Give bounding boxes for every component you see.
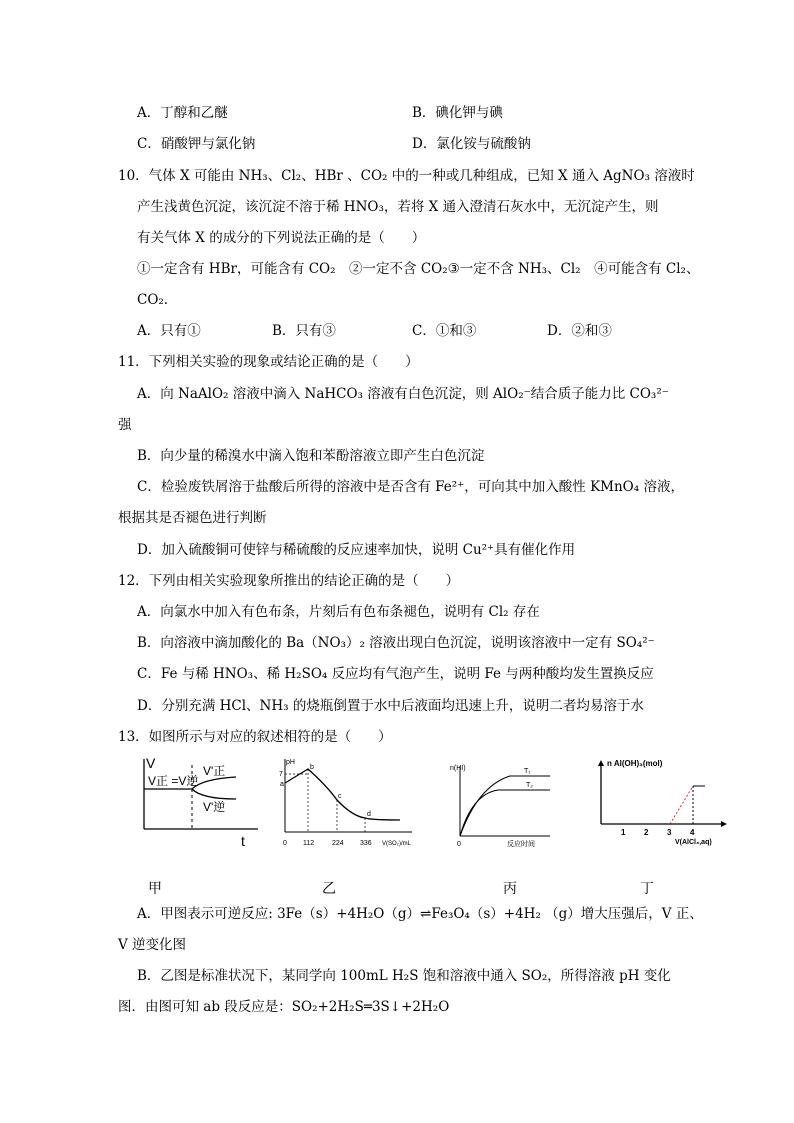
fig-yi-point-b: b <box>310 764 314 771</box>
fig-jia-reverse-curve <box>192 789 236 799</box>
fig-ding-tick-1: 1 <box>621 828 626 837</box>
q13-option-a-cont: V 逆变化图 <box>118 937 187 953</box>
q10-stem-line1: 10．气体 X 可能由 NH₃、Cl₂、HBr 、CO₂ 中的一种或几种组成，已知 X 通入 AgNO₃ 溶液时 <box>118 168 695 184</box>
fig-yi-point-a: a <box>280 781 284 788</box>
q11-stem: 11．下列相关实验的现象或结论正确的是（ ） <box>118 354 419 370</box>
q10-option-c: C．①和③ <box>412 323 477 339</box>
q11-option-a-cont: 强 <box>118 417 132 433</box>
fig-jia-vprime-fwd-label: V'正 <box>203 764 226 778</box>
fig-ding-y-arrow <box>598 760 604 766</box>
fig-yi-tick-7: 7 <box>279 771 283 778</box>
fig-ding-y-label: n Al(OH)₃(mol) <box>607 759 663 768</box>
fig-jia-forward-curve <box>192 777 236 789</box>
fig-bing-origin: 0 <box>457 841 461 848</box>
fig-label-jia: 甲 <box>148 881 162 897</box>
q12-option-a: A．向氯水中加入有色布条，片刻后有色布条褪色，说明有 Cl₂ 存在 <box>137 604 540 620</box>
q11-option-c-cont: 根据其是否褪色进行判断 <box>118 510 267 526</box>
fig-jia-eq-label: V正 =V逆 <box>148 774 199 788</box>
fig-ding-rising-line <box>670 786 693 824</box>
fig-bing-curve-t2 <box>460 790 550 836</box>
fig-yi-tick-112: 112 <box>303 840 315 847</box>
fig-ding-tick-3: 3 <box>667 828 672 837</box>
figure-ding <box>593 756 733 851</box>
q13-stem: 13．如图所示与对应的叙述相符的是（ ） <box>118 729 392 745</box>
fig-bing-t2-label: T₂ <box>526 782 533 789</box>
q12-option-b: B．向溶液中滴加酸化的 Ba（NO₃）₂ 溶液出现白色沉淀，说明该溶液中一定有 SO₄²⁻ <box>137 635 655 651</box>
q12-option-d: D．分别充满 HCl、NH₃ 的烧瓶倒置于水中后液面均迅速上升，说明二者均易溶于水 <box>137 698 644 714</box>
fig-yi-tick-336: 336 <box>360 840 372 847</box>
fig-yi-ph-curve <box>285 769 400 820</box>
fig-ding-x-label: V(AlCl₃,aq) <box>675 839 712 846</box>
q9-option-a: A．丁醇和乙醚 <box>137 105 228 121</box>
fig-yi-tick-224: 224 <box>332 840 344 847</box>
fig-yi-x-label: V(SO₂)/mL <box>382 841 411 847</box>
q10-stem-line2: 产生浅黄色沉淀，该沉淀不溶于稀 HNO₃，若将 X 通入澄清石灰水中，无沉淀产生，则 <box>137 199 659 215</box>
q10-statements-cont: CO₂. <box>137 292 169 308</box>
q9-option-c: C．硝酸钾与氯化钠 <box>137 136 256 152</box>
q11-option-b: B．向少量的稀溴水中滴入饱和苯酚溶液立即产生白色沉淀 <box>137 448 485 464</box>
q11-option-c: C．检验废铁屑溶于盐酸后所得的溶液中是否含有 Fe²⁺，可向其中加入酸性 KMnO₄ 溶液， <box>137 479 684 495</box>
q10-option-a: A．只有① <box>137 323 201 339</box>
fig-label-ding: 丁 <box>640 881 654 897</box>
fig-jia-v-axis-label: V <box>146 755 156 771</box>
q9-option-d: D．氯化铵与硫酸钠 <box>412 136 531 152</box>
fig-bing-t1-label: T₁ <box>524 768 531 775</box>
fig-jia-t-axis-label: t <box>241 833 245 849</box>
q13-option-b-cont: 图．由图可知 ab 段反应是：SO₂+2H₂S═3S↓+2H₂O <box>118 999 450 1015</box>
q10-stem-line3: 有关气体 X 的成分的下列说法正确的是（ ） <box>137 230 426 246</box>
fig-bing-y-label: n(HI) <box>450 765 466 772</box>
q10-option-d: D．②和③ <box>547 323 612 339</box>
q11-option-d: D．加入硫酸铜可使锌与稀硫酸的反应速率加快，说明 Cu²⁺具有催化作用 <box>137 542 576 558</box>
q13-option-a: A．甲图表示可逆反应: 3Fe（s）+4H₂O（g）⇌Fe₃O₄（s）+4H₂ （g）增大压强后，V 正、 <box>137 906 703 922</box>
figure-jia <box>140 755 265 850</box>
fig-bing-x-label: 反应时间 <box>507 841 535 848</box>
figure-yi <box>272 756 422 851</box>
fig-yi-point-c: c <box>338 793 342 800</box>
fig-yi-tick-0: 0 <box>283 840 287 847</box>
q10-statements: ①一定含有 HBr，可能含有 CO₂ ②一定不含 CO₂③一定不含 NH₃、Cl₂ ④可能含有 Cl₂、 <box>137 261 700 277</box>
fig-ding-tick-2: 2 <box>644 828 649 837</box>
q12-stem: 12．下列由相关实验现象所推出的结论正确的是（ ） <box>118 573 460 589</box>
fig-yi-y-label: pH <box>286 759 295 766</box>
fig-ding-tick-4: 4 <box>690 828 695 837</box>
fig-label-yi: 乙 <box>322 881 336 897</box>
q10-option-b: B．只有③ <box>272 323 336 339</box>
q13-option-b: B．乙图是标准状况下，某同学向 100mL H₂S 饱和溶液中通入 SO₂，所得溶液 pH 变化 <box>137 968 671 984</box>
fig-label-bing: 丙 <box>503 881 517 897</box>
q11-option-a: A．向 NaAlO₂ 溶液中滴入 NaHCO₃ 溶液有白色沉淀，则 AlO₂⁻结合质子能力比 CO₃²⁻ <box>137 386 669 402</box>
q12-option-c: C．Fe 与稀 HNO₃、稀 H₂SO₄ 反应均有气泡产生，说明 Fe 与两种酸均发生置换反应 <box>137 666 654 682</box>
fig-ding-x-arrow <box>721 821 727 827</box>
figure-bing <box>450 756 560 851</box>
fig-yi-point-d: d <box>367 811 371 818</box>
fig-jia-vprime-rev-label: V'逆 <box>203 800 226 814</box>
q9-option-b: B．碘化钾与碘 <box>412 105 503 121</box>
